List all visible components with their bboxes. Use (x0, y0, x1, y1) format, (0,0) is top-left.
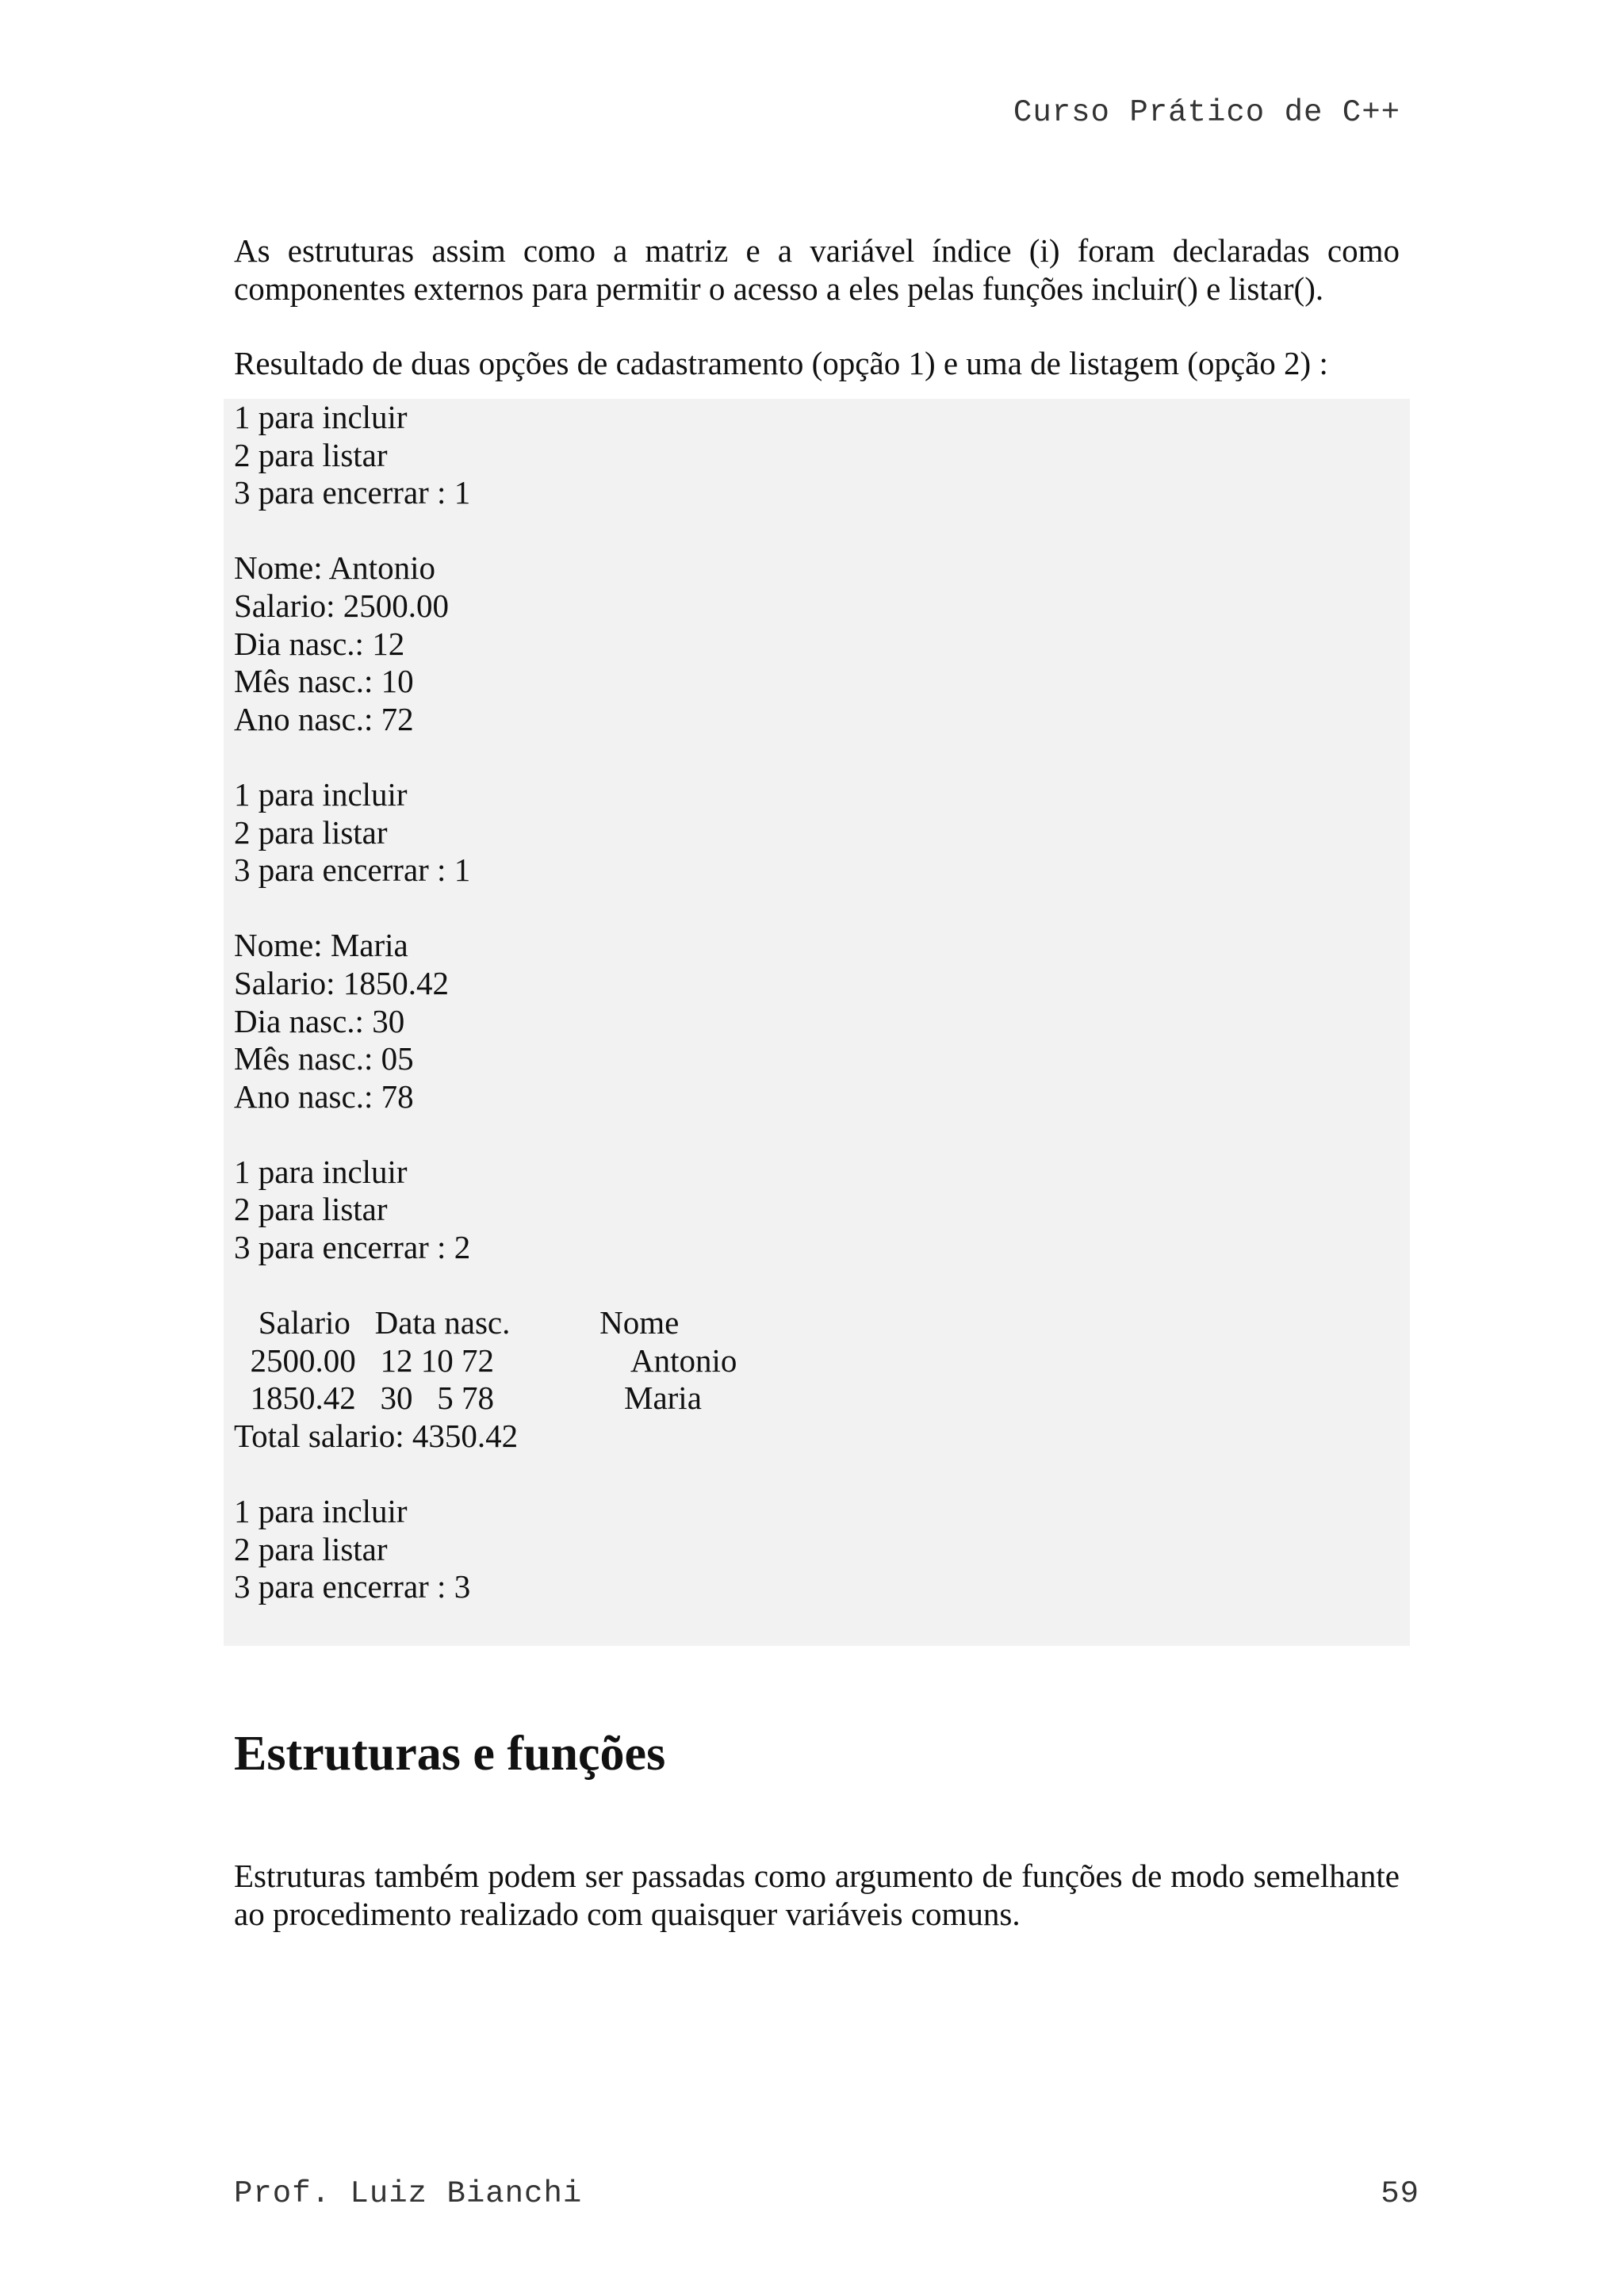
page-number: 59 (1381, 2176, 1419, 2211)
section-body-paragraph: Estruturas também podem ser passadas como argumento de funções de modo semelhante ao procedimento realizado com quaisquer variáveis comuns. (234, 1858, 1400, 1932)
output-line: 2 para listar (234, 1530, 388, 1567)
output-line: 2500.00 12 10 72 Antonio (234, 1341, 737, 1379)
output-line (234, 1456, 737, 1494)
footer-author: Prof. Luiz Bianchi (234, 2176, 583, 2211)
output-line (234, 738, 737, 776)
output-line: Dia nasc.: 30 (234, 1002, 405, 1039)
running-header: Curso Prático de C++ (1013, 95, 1400, 130)
section-heading: Estruturas e funções (234, 1727, 666, 1781)
output-line: Salario: 2500.00 (234, 587, 450, 624)
output-line: Dia nasc.: 12 (234, 625, 405, 662)
intro-paragraph: As estruturas assim como a matriz e a variável índice (i) foram declaradas como componentes externos para permitir o acesso a eles pelas funções incluir() e listar(). (234, 232, 1400, 307)
output-line: 1 para incluir (234, 399, 408, 435)
output-line: 3 para encerrar : 3 (234, 1568, 471, 1605)
output-line: Total salario: 4350.42 (234, 1418, 519, 1455)
output-line (234, 512, 737, 550)
program-output-text (234, 399, 737, 1606)
result-paragraph: Resultado de duas opções de cadastramento (opção 1) e uma de listagem (opção 2) : (234, 345, 1328, 381)
output-line: 2 para listar (234, 436, 388, 473)
output-line: 3 para encerrar : 1 (234, 851, 471, 889)
output-line: 2 para listar (234, 813, 388, 851)
output-line: Nome: Maria (234, 927, 408, 964)
output-line: Salario: 1850.42 (234, 964, 450, 1001)
program-output-block (224, 399, 1410, 1646)
output-line: Ano nasc.: 72 (234, 700, 414, 737)
output-line (234, 1267, 737, 1305)
output-line: Nome: Antonio (234, 549, 435, 587)
output-line: Mês nasc.: 05 (234, 1040, 414, 1077)
output-line: 1 para incluir (234, 1153, 408, 1190)
output-line: 3 para encerrar : 2 (234, 1229, 471, 1266)
output-line: 1 para incluir (234, 1493, 408, 1530)
output-line: 1 para incluir (234, 775, 408, 813)
output-line: Mês nasc.: 10 (234, 663, 414, 700)
output-line: 1850.42 30 5 78 Maria (234, 1380, 702, 1417)
output-line: 2 para listar (234, 1191, 388, 1228)
output-line (234, 890, 737, 928)
output-line: 3 para encerrar : 1 (234, 474, 471, 511)
output-line (234, 1115, 737, 1154)
output-line: Ano nasc.: 78 (234, 1077, 414, 1115)
output-line: Salario Data nasc. Nome (234, 1304, 680, 1341)
